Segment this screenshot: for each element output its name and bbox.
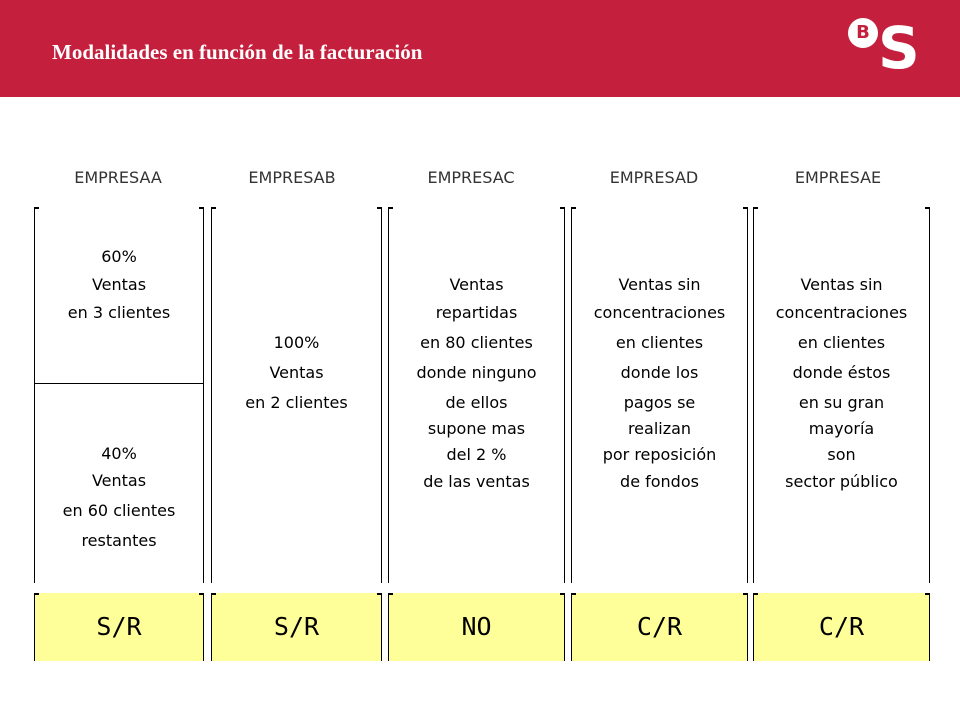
box-text-line: restantes (81, 531, 157, 550)
box-text-line: en 2 clientes (245, 393, 348, 412)
box-text-line: 60% (101, 247, 137, 266)
box-text-line: Ventas (91, 471, 147, 490)
box-text-line: pagos se (623, 393, 696, 412)
box-text-line: de ellos (445, 393, 508, 412)
box-text-line: sector público (785, 472, 898, 491)
box-text-line: en clientes (615, 333, 704, 352)
box-text-line: Ventas (449, 275, 504, 294)
box-text-line: mayoría (808, 419, 875, 438)
company-box-d (571, 207, 748, 583)
box-text-line: del 2 % (446, 445, 507, 464)
box-text-line: de las ventas (423, 472, 530, 491)
page-title: Modalidades en función de la facturación (52, 40, 423, 64)
company-box-a (34, 207, 204, 583)
box-text-line: Ventas sin (618, 275, 701, 294)
box-text-line: concentraciones (775, 303, 908, 322)
box-text-line: en 80 clientes (420, 333, 533, 352)
box-text-line: en clientes (797, 333, 886, 352)
result-cell-a: S/R (34, 593, 204, 661)
company-box-b (211, 207, 382, 583)
result-cell-b: S/R (211, 593, 382, 661)
box-text-line: en su gran (798, 393, 885, 412)
box-divider (35, 383, 203, 384)
company-label-d: EMPRESAD (609, 168, 699, 187)
box-text-line: concentraciones (593, 303, 726, 322)
box-text-line: en 3 clientes (67, 303, 171, 322)
logo-letter: S (878, 14, 920, 82)
company-label-b: EMPRESAB (248, 168, 336, 187)
result-cell-c: NO (388, 593, 565, 661)
box-text-line: supone mas (427, 419, 526, 438)
header-bar (0, 0, 960, 97)
result-cell-d: C/R (571, 593, 748, 661)
box-text-line: realizan (627, 419, 692, 438)
box-text-line: de fondos (620, 472, 699, 491)
box-text-line: donde los (620, 363, 699, 382)
box-text-line: donde ninguno (416, 363, 537, 382)
company-label-a: EMPRESAA (74, 168, 162, 187)
company-box-e (753, 207, 930, 583)
box-text-line: en 60 clientes (62, 501, 176, 520)
box-text-line: 100% (273, 333, 320, 352)
box-text-line: son (827, 445, 856, 464)
company-label-e: EMPRESAE (794, 168, 882, 187)
box-text-line: Ventas sin (800, 275, 883, 294)
box-text-line: 40% (101, 444, 137, 463)
box-text-line: Ventas (269, 363, 324, 382)
result-cell-e: C/R (753, 593, 930, 661)
box-text-line: repartidas (435, 303, 518, 322)
company-label-c: EMPRESAC (427, 168, 515, 187)
logo-badge: B (848, 18, 878, 48)
company-box-c (388, 207, 565, 583)
box-text-line: por reposición (602, 445, 717, 464)
box-text-line: Ventas (91, 275, 147, 294)
box-text-line: donde éstos (792, 363, 891, 382)
